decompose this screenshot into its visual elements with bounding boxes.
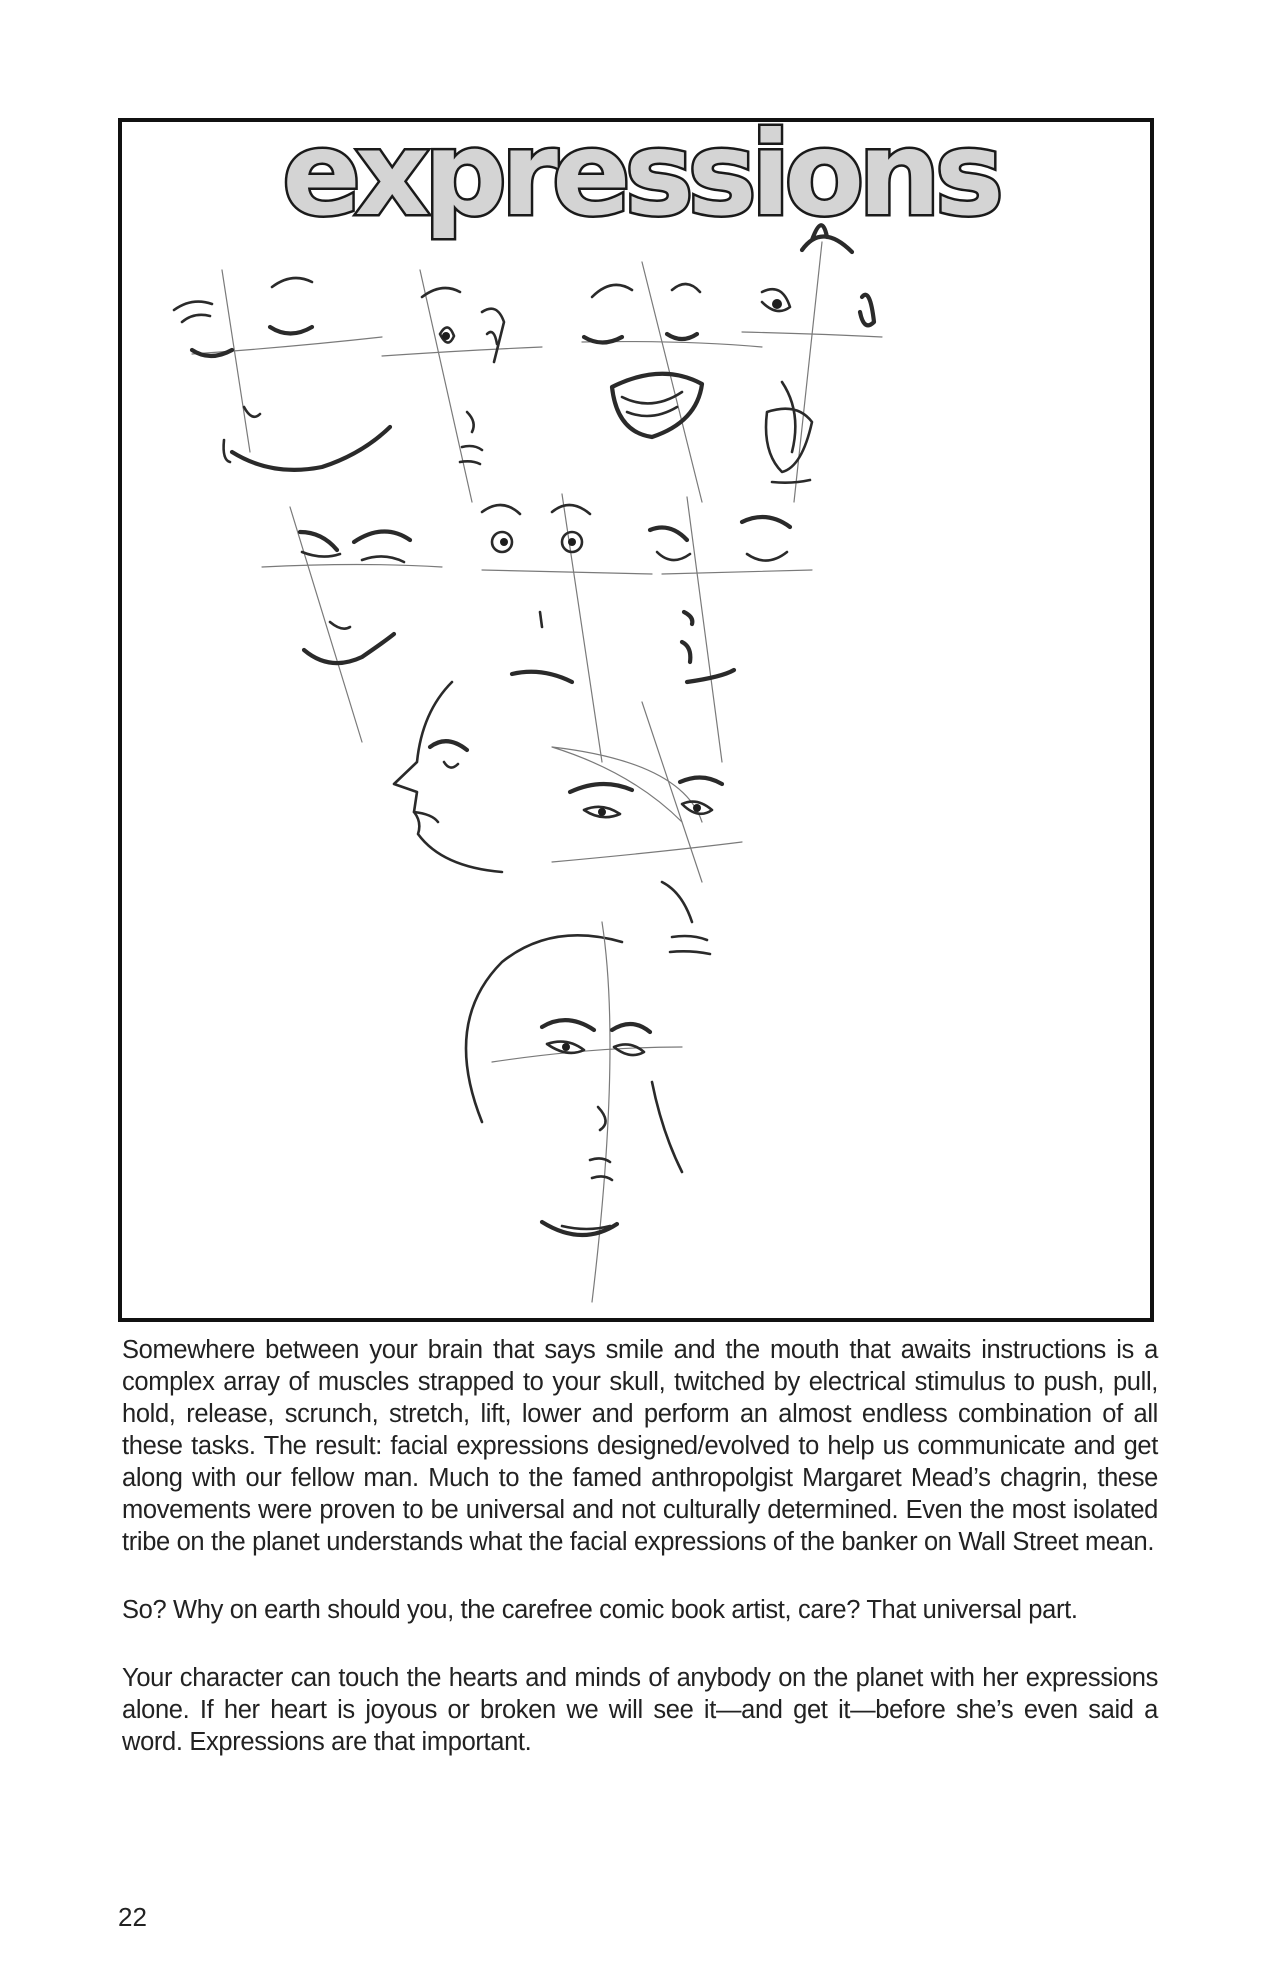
- sketch-face-scheming: [262, 507, 442, 742]
- sketch-face-laughing: [582, 262, 762, 502]
- sketch-face-angry: [466, 922, 682, 1302]
- headline-title: expressions: [282, 107, 998, 242]
- paragraph-2: So? Why on earth should you, the carefree comic book artist, care? That universal part.: [122, 1596, 1078, 1624]
- illustration-frame: [118, 107, 1154, 1322]
- page-number: 22: [118, 1902, 147, 1932]
- sketch-face-wide-eyed: [482, 494, 652, 762]
- sketch-face-concerned: [552, 747, 742, 954]
- headline-graphic: [122, 107, 1158, 252]
- sketch-face-smiling: [174, 270, 390, 470]
- paragraph-3: Your character can touch the hearts and minds of anybody on the planet with her expressions alone. If her heart is joyous or broken we will see it—and get it—before she’s even said a word. Expressions are that important.: [122, 1664, 1158, 1756]
- body-text: [122, 1334, 1158, 1794]
- paragraph-1: Somewhere between your brain that says smile and the mouth that awaits instructions is a complex array of muscles strapped to your skull, twitched by electrical stimulus to push, pull, hold, release, scrunch, stretch, lift, lower and perform an almost endless combination of all these tasks. The result: facial expressions designed/evolved to help us communicate and get along with our fellow man. Much to the famed anthropolgist Margaret Mead’s chagrin, these movements were proven to be universal and not culturally determined. Even the most isolated tribe on the planet understands what the facial expressions of the banker on Wall Street mean.: [122, 1336, 1158, 1556]
- sketch-face-shouting: [742, 225, 882, 502]
- sketch-face-sideglance: [650, 497, 812, 762]
- sketch-face-wary: [382, 270, 542, 502]
- facial-expressions-sketches: [122, 122, 1150, 1318]
